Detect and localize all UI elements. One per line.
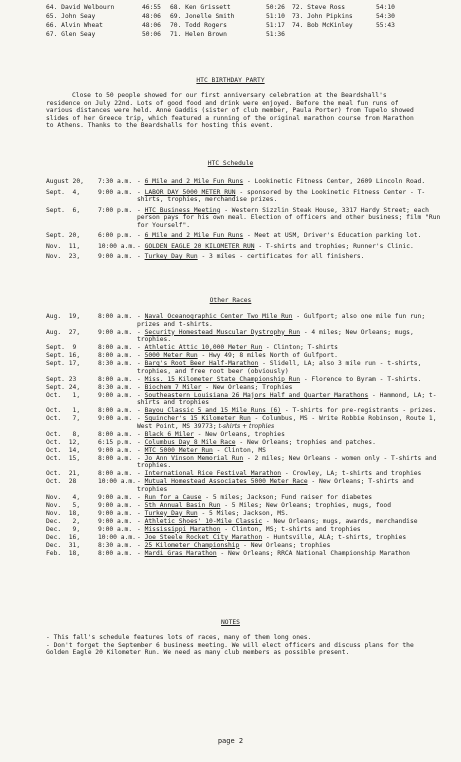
schedule-event — [46, 207, 442, 230]
event-time: 10:00 a.m. — [98, 242, 136, 250]
event-time: 9:00 a.m. — [98, 446, 133, 454]
event-title: Joe Steele Rocket City Marathon — [144, 533, 263, 541]
result-time: 50:06 — [142, 31, 161, 38]
schedule-event — [46, 431, 442, 439]
event-title: Biochem 7 Miler — [144, 383, 202, 391]
event-time: 10:00 a.m. — [98, 533, 136, 541]
schedule-event — [46, 360, 442, 375]
notes-title: NOTES — [221, 619, 240, 626]
event-title: Columbus Day 8 Mile Race — [144, 438, 236, 446]
event-title: 25 Kilometer Championship — [144, 541, 240, 549]
event-title: Squincher's 15 Kilometer Run — [144, 415, 251, 422]
event-title: LABOR DAY 5000 METER RUN — [144, 188, 236, 196]
event-description: - 5th Annual Basin Run - 5 Miles; New Orleans; trophies, mugs, food — [137, 501, 392, 509]
event-date: Sept. 24, — [46, 383, 81, 391]
event-details: - Clinton; T-shirts — [262, 344, 338, 351]
event-title: Mississippi Marathon — [144, 525, 221, 533]
event-description: - Mutual Homestead Associates 5000 Meter Race - New Orleans; T-shirts and trophies — [137, 478, 414, 493]
event-time: 8:00 a.m. — [98, 375, 133, 383]
event-details: - sponsored by the Lookinetic Fitness Center - T-shirts, trophies, merchandise prizes. — [137, 188, 426, 203]
event-details: - 5 Miles; New Orleans; trophies, mugs, food — [220, 501, 392, 509]
result-time: 54:30 — [376, 13, 395, 20]
event-details: - Huntsville, ALA; t-shirts, trophies — [262, 533, 407, 541]
event-date: Sept. 16, — [46, 352, 81, 359]
result-time: 51:10 — [266, 13, 285, 20]
event-description: - Joe Steele Rocket City Marathon - Huntsville, ALA; t-shirts, trophies — [137, 533, 407, 541]
event-date: Oct. 14, — [46, 446, 81, 454]
event-description: - Black 6 Miler - New Orleans, trophies — [137, 430, 285, 438]
event-date: Aug. 19, — [46, 313, 81, 320]
result-runner: 69. Jonelle Smith — [170, 13, 235, 20]
event-date: Oct. 7, — [46, 415, 81, 422]
event-title: Mardi Gras Marathon — [144, 549, 217, 557]
event-time: 8:00 a.m. — [98, 454, 133, 462]
result-runner: 66. Alvin Wheat — [46, 22, 103, 29]
event-description: - 25 Kilometer Championship - New Orleans; trophies — [137, 541, 331, 549]
event-title: Barq's Root Beer Half-Marathon — [144, 360, 259, 367]
event-details: - T-shirts for pre-registrants - prizes. — [281, 407, 437, 414]
event-description: - Athletic Shoes' 10-Mile Classic - New Orleans; mugs, awards, merchandise — [137, 517, 418, 525]
event-description: - Southeastern Louisiana 26 Majors Half and Quarter Marathons - Hammond, LA; t-shirts and trophies — [137, 391, 437, 406]
event-details: - Western Sizzlin Steak House, 3317 Hardy Street; each person pays for his own meal. Election of officers and other business; film "Run for Yourself". — [137, 206, 441, 229]
event-time: 9:00 a.m. — [98, 415, 133, 422]
schedule-event — [46, 392, 442, 407]
event-time: 10:00 a.m. — [98, 478, 136, 485]
event-description: - LABOR DAY 5000 METER RUN - sponsored by the Lookinetic Fitness Center - T-shirts, trophies, merchandise prizes. — [137, 188, 426, 203]
event-details: - Gulfport; also one mile fun run; prizes and t-shirts. — [137, 313, 426, 328]
notes-list — [46, 634, 416, 657]
result-runner: 71. Helen Brown — [170, 31, 227, 38]
party-title: HTC BIRTHDAY PARTY — [196, 77, 265, 84]
event-description: - Columbus Day 8 Mile Race - New Orleans; trophies and patches. — [137, 438, 376, 446]
result-runner: 64. David Welbourn — [46, 4, 115, 11]
event-description: - Naval Oceanographic Center Two Mile Run - Gulfport; also one mile fun run; prizes and t-shirts. — [137, 313, 426, 328]
event-description: - Turkey Day Run - 3 miles - certificates for all finishers. — [137, 253, 365, 260]
event-date: Sept. 23 — [46, 375, 77, 383]
event-time: 9:00 a.m. — [98, 509, 133, 517]
event-details: - Clinton, MS — [212, 446, 266, 454]
event-details: - 3 miles - certificates for all finishers. — [197, 253, 365, 260]
schedule-event — [46, 510, 442, 518]
schedule-event — [46, 344, 442, 352]
schedule-event — [46, 526, 442, 534]
event-description: - 6 Mile and 2 Mile Fun Runs - Lookinetic Fitness Center, 2609 Lincoln Road. — [137, 178, 426, 185]
schedule-event — [46, 470, 442, 478]
event-details: - New Orleans; trophies — [239, 541, 331, 549]
event-title: Athletic Shoes' 10-Mile Classic — [144, 517, 263, 525]
event-details: - New Orleans, trophies — [193, 430, 285, 438]
other-races-title: Other Races — [209, 297, 252, 304]
event-date: Sept. 17, — [46, 360, 81, 367]
event-time: 9:00 a.m. — [98, 391, 133, 399]
event-time: 8:00 a.m. — [98, 407, 133, 414]
event-description: - Biochem 7 Miler - New Orleans; Trophies — [137, 383, 293, 391]
result-time: 50:26 — [266, 4, 285, 11]
event-date: Oct. 21, — [46, 470, 81, 477]
event-date: Nov. 18, — [46, 509, 81, 517]
schedule-event — [46, 447, 442, 455]
schedule-event — [46, 439, 442, 447]
event-time: 8:00 a.m. — [98, 430, 133, 438]
event-description: - Barq's Root Beer Half-Marathon - Slidell, LA; also 3 mile run - t-shirts, trophies, and free root beer (obviously) — [137, 360, 422, 375]
schedule-event — [46, 384, 442, 392]
event-details: - Hammond, LA; t-shirts and trophies — [137, 391, 437, 406]
event-title: Run for a Cause — [144, 493, 202, 501]
page-number: page 2 — [217, 737, 244, 745]
schedule-event — [46, 313, 442, 328]
schedule-event — [46, 189, 442, 204]
event-title: Bayou Classic 5 and 15 Mile Runs (6) — [144, 407, 282, 414]
schedule-event — [46, 415, 442, 430]
htc-schedule-list — [46, 178, 442, 264]
event-description: - Mardi Gras Marathon - New Orleans; RRCA National Championship Marathon — [137, 549, 410, 557]
result-time: 48:06 — [142, 22, 161, 29]
result-row — [46, 4, 446, 13]
event-description: - Athletic Attic 10,000 Meter Run - Clinton; T-shirts — [137, 344, 338, 351]
event-date: Nov. 4, — [46, 493, 81, 501]
event-date: Oct. 8, — [46, 430, 81, 438]
schedule-event — [46, 494, 442, 502]
event-details: - New Orleans; Trophies — [201, 383, 293, 391]
schedule-event — [46, 455, 442, 470]
result-time: 55:43 — [376, 22, 395, 29]
result-runner: 72. Steve Ross — [292, 4, 346, 11]
event-date: Aug. 27, — [46, 328, 81, 336]
event-date: Sept. 6, — [46, 206, 81, 214]
event-time: 8:00 a.m. — [98, 549, 133, 557]
event-details: - 5 miles; Jackson; Fund raiser for diabetes — [201, 493, 373, 501]
event-date: Feb. 18, — [46, 549, 81, 557]
event-details: - Lookinetic Fitness Center, 2609 Lincoln Road. — [243, 178, 426, 185]
schedule-event — [46, 518, 442, 526]
event-date: Oct. 12, — [46, 438, 81, 446]
event-time: 9:00 a.m. — [98, 493, 133, 501]
event-details: - Columbus, MS - Write Robbie Robinson, Route 1, West Point, MS 39773; — [137, 415, 437, 430]
schedule-event — [46, 232, 442, 240]
event-description: - GOLDEN EAGLE 20 KILOMETER RUN - T-shirts and trophies; Runner's Clinic. — [137, 242, 414, 250]
schedule-event — [46, 407, 442, 415]
event-details: - New Orleans; trophies and patches. — [235, 438, 376, 446]
schedule-event — [46, 478, 442, 493]
schedule-event — [46, 178, 442, 186]
result-runner: 70. Todd Rogers — [170, 22, 227, 29]
event-date: Oct. 1, — [46, 407, 81, 414]
event-time: 8:00 a.m. — [98, 313, 133, 320]
event-title: MTC 5000 Meter Run — [144, 446, 213, 454]
event-time: 9:00 a.m. — [98, 525, 133, 533]
schedule-event — [46, 352, 442, 360]
event-description: - MTC 5000 Meter Run - Clinton, MS — [137, 446, 266, 454]
event-details: - New Orleans; RRCA National Championship Marathon — [216, 549, 410, 557]
result-time: 46:55 — [142, 4, 161, 11]
event-description: - Turkey Day Run - 5 Miles; Jackson, MS. — [137, 509, 289, 517]
result-row — [46, 22, 446, 31]
event-date: Sept. 4, — [46, 188, 81, 196]
event-title: International Rice Festival Marathon — [144, 470, 282, 477]
event-date: Oct. 1, — [46, 391, 81, 399]
event-date: Dec. 16, — [46, 533, 81, 541]
event-description: - HTC Business Meeting - Western Sizzlin Steak House, 3317 Hardy Street; each person pays for his own meal. Election of officers and other business; film "Run for Yourself". — [137, 206, 441, 229]
event-time: 7:00 p.m. — [98, 206, 133, 214]
event-title: 6 Mile and 2 Mile Fun Runs — [144, 178, 244, 185]
schedule-event — [46, 329, 442, 344]
event-time: 8:00 a.m. — [98, 470, 133, 477]
event-description: - Bayou Classic 5 and 15 Mile Runs (6) - T-shirts for pre-registrants - prizes. — [137, 407, 437, 414]
event-date: Nov. 23, — [46, 253, 81, 260]
result-time: 51:36 — [266, 31, 285, 38]
event-description: - Jo Ann Vinson Memorial Run - 2 miles; New Orleans - women only - T-shirts and trophies. — [137, 454, 437, 469]
event-details: - 5 Miles; Jackson, MS. — [197, 509, 289, 517]
event-time: 8:30 a.m. — [98, 383, 133, 391]
handwritten-note: t-shirts + trophies — [216, 422, 275, 430]
event-date: Dec. 31, — [46, 541, 81, 549]
event-date: Dec. 2, — [46, 517, 81, 525]
event-time: 6:00 p.m. — [98, 232, 133, 239]
event-title: Jo Ann Vinson Memorial Run — [144, 454, 244, 462]
event-time: 6:15 p.m. — [98, 438, 133, 446]
event-time: 9:00 a.m. — [98, 501, 133, 509]
event-time: 8:00 a.m. — [98, 352, 133, 359]
event-description: - Security Homestead Muscular Dystrophy Run - 4 miles; New Orleans; mugs, trophies. — [137, 328, 414, 343]
event-description: - Squincher's 15 Kilometer Run - Columbus, MS - Write Robbie Robinson, Route 1, West Point, MS 39773; t-shirts + trophies — [137, 415, 437, 430]
event-date: Nov. 11, — [46, 242, 81, 250]
schedule-event — [46, 534, 442, 542]
event-details: - T-shirts and trophies; Runner's Clinic. — [254, 242, 414, 250]
event-title: Turkey Day Run — [144, 253, 198, 260]
event-title: Security Homestead Muscular Dystrophy Run — [144, 328, 301, 336]
event-details: - 4 miles; New Orleans; mugs, trophies. — [137, 328, 414, 343]
schedule-event — [46, 243, 442, 251]
event-time: 9:00 a.m. — [98, 517, 133, 525]
note-item: - This fall's schedule features lots of races, many of them long ones. — [46, 634, 312, 641]
note-item: - Don't forget the September 6 business meeting. We will elect officers and discuss plans for the Golden Eagle 20 Kilometer Run. We need as many club members as possible present. — [46, 641, 414, 656]
result-runner: 65. John Seay — [46, 13, 96, 20]
result-runner: 74. Bob McKinley — [292, 22, 353, 29]
schedule-event — [46, 253, 442, 261]
event-title: 5000 Meter Run — [144, 352, 198, 359]
event-title: HTC Business Meeting — [144, 206, 221, 214]
event-time: 9:00 a.m. — [98, 188, 133, 196]
event-description: - Mississippi Marathon - Clinton, MS; t-shirts and trophies — [137, 525, 361, 533]
result-runner: 67. Glen Seay — [46, 31, 96, 38]
event-title: Mutual Homestead Associates 5000 Meter Race — [144, 478, 308, 485]
event-date: Sept. 9 — [46, 344, 77, 351]
event-time: 7:30 a.m. — [98, 178, 133, 185]
schedule-event — [46, 376, 442, 384]
event-title: 5th Annual Basin Run — [144, 501, 221, 509]
event-details: - Florence to Byram - T-shirts. — [300, 375, 422, 383]
event-time: 8:30 a.m. — [98, 541, 133, 549]
event-description: - 6 Mile and 2 Mile Fun Runs - Meet at USM, Driver's Education parking lot. — [137, 232, 422, 239]
htc-schedule-title: HTC Schedule — [207, 160, 254, 167]
result-row — [46, 13, 446, 22]
event-date: Nov. 5, — [46, 501, 81, 509]
event-title: Southeastern Louisiana 26 Majors Half and Quarter Marathons — [144, 391, 369, 399]
event-description: - Run for a Cause - 5 miles; Jackson; Fund raiser for diabetes — [137, 493, 373, 501]
event-title: Athletic Attic 10,000 Meter Run — [144, 344, 263, 351]
schedule-event — [46, 502, 442, 510]
race-results — [46, 4, 446, 40]
result-time: 54:10 — [376, 4, 395, 11]
event-title: Black 6 Miler — [144, 430, 194, 438]
party-text: Close to 50 people showed for our first anniversary celebration at the Beardshall's residence on July 22nd. Lots of good food and drink were enjoyed. Before the meal fun runs of various distances were held. Anne Gaddis (sister of club member, Paula Porter) from Tupelo showed slides of her Greece trip, which featured a running of the original marathon course from Marathon to Athens. Thanks to the Beardshalls for hosting this event. — [46, 92, 414, 129]
event-description: - Miss. 15 Kilometer State Championship Run - Florence to Byram - T-shirts. — [137, 375, 422, 383]
result-time: 48:06 — [142, 13, 161, 20]
event-date: Oct. 15, — [46, 454, 81, 462]
event-description: - 5000 Meter Run - Hwy 49; 8 miles North of Gulfport. — [137, 352, 338, 359]
event-details: - New Orleans; mugs, awards, merchandise — [262, 517, 418, 525]
event-time: 8:30 a.m. — [98, 360, 133, 367]
result-runner: 73. John Pipkins — [292, 13, 353, 20]
event-title: 6 Mile and 2 Mile Fun Runs — [144, 232, 244, 239]
other-races-list — [46, 313, 442, 558]
event-details: - Clinton, MS; t-shirts and trophies — [220, 525, 361, 533]
event-time: 9:00 a.m. — [98, 328, 133, 336]
event-title: Turkey Day Run — [144, 509, 198, 517]
party-paragraph — [46, 92, 416, 130]
event-time: 9:00 a.m. — [98, 253, 133, 260]
event-time: 8:00 a.m. — [98, 344, 133, 351]
event-details: - New Orleans; T-shirts and trophies — [137, 478, 414, 493]
schedule-event — [46, 542, 442, 550]
event-details: - Crowley, LA; t-shirts and trophies — [281, 470, 422, 477]
event-details: - Hwy 49; 8 miles North of Gulfport. — [197, 352, 338, 359]
schedule-event — [46, 550, 442, 558]
result-runner: 68. Ken Grissett — [170, 4, 231, 11]
event-date: Dec. 9, — [46, 525, 81, 533]
event-details: - Slidell, LA; also 3 mile run - t-shirts, trophies, and free root beer (obviously) — [137, 360, 422, 375]
result-time: 51:17 — [266, 22, 285, 29]
event-date: August 20, — [46, 178, 84, 185]
event-title: Naval Oceanographic Center Two Mile Run — [144, 313, 293, 320]
event-title: GOLDEN EAGLE 20 KILOMETER RUN — [144, 242, 255, 250]
event-date: Sept. 20, — [46, 232, 81, 239]
event-details: - 2 miles; New Orleans - women only - T-shirts and trophies. — [137, 454, 437, 469]
event-details: - Meet at USM, Driver's Education parking lot. — [243, 232, 422, 239]
result-row — [46, 31, 446, 40]
event-date: Oct. 28 — [46, 478, 77, 485]
event-title: Miss. 15 Kilometer State Championship Run — [144, 375, 301, 383]
event-description: - International Rice Festival Marathon - Crowley, LA; t-shirts and trophies — [137, 470, 422, 477]
